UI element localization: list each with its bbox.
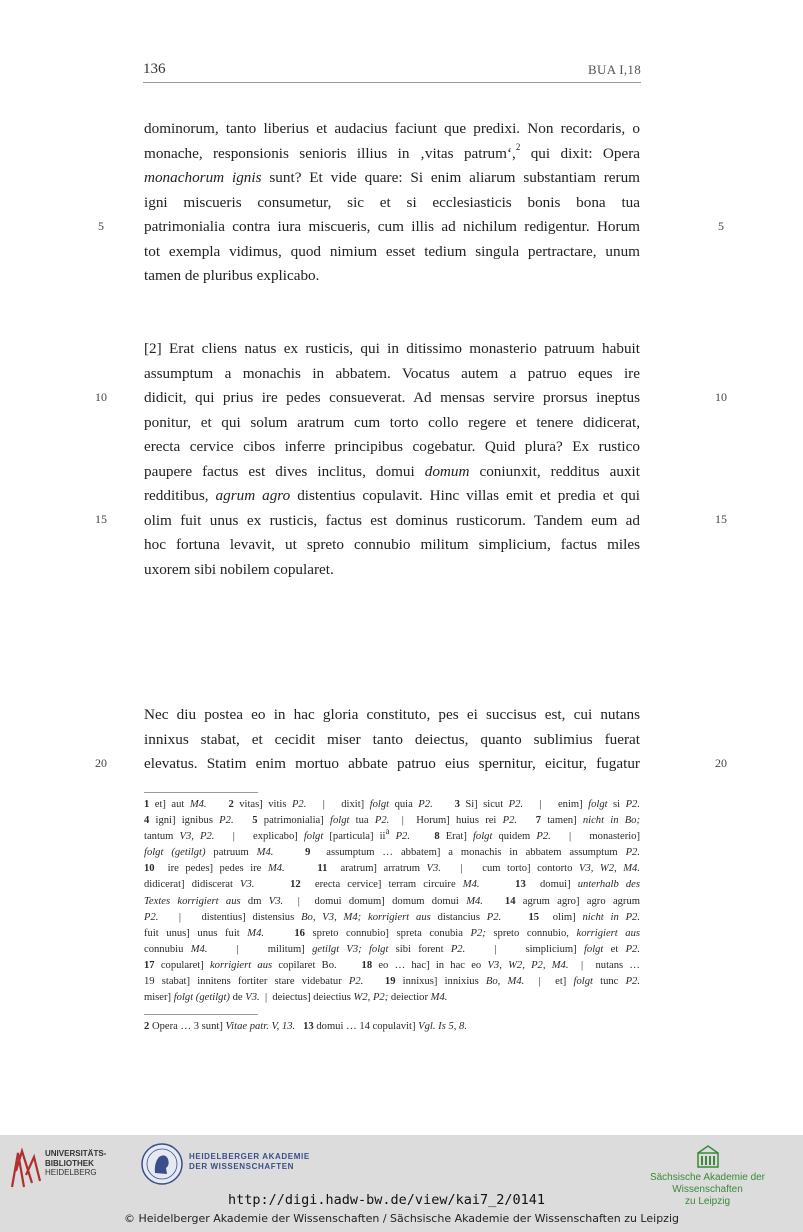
text-line: dominorum, tanto liberius et audacius faciunt que predixi. Non recordaris, o bbox=[144, 120, 640, 137]
text-line: hoc fortuna levavit, ut spreto connubio militum simplicium, factus miles bbox=[144, 536, 640, 553]
line-number-right: 15 bbox=[715, 512, 727, 526]
text-line: monachorum ignis sunt? Et vide quare: Si enim aliarum substantiam rerum bbox=[144, 169, 640, 186]
footnote-ref: 2 bbox=[515, 142, 521, 153]
text-line: didicit, qui prius ire pedes consueverat. Ad mensas servire prorsus ineptus bbox=[144, 389, 640, 406]
saw-building-icon bbox=[697, 1144, 719, 1168]
text-line: Nec diu postea eo in hac gloria constituto, pes ei succisus est, cui nutans bbox=[144, 706, 640, 723]
line-number-right: 10 bbox=[715, 390, 727, 404]
apparatus-line: tantum V3, P2. | explicabo] folgt [particula] $ii^a$ P2. 8 Erat] folgt quidem P2. | monasterio] bbox=[144, 825, 641, 843]
line-number-right: 20 bbox=[715, 756, 727, 770]
text-line: tamen de pluribus explicabo. bbox=[144, 267, 320, 284]
text-line: [2] Erat cliens natus ex rusticis, qui in ditissimo monasterio patruum habuit bbox=[144, 340, 640, 357]
line-number-left: 10 bbox=[95, 390, 107, 404]
page-url-link[interactable]: http://digi.hadw-bw.de/view/kai7_2/0141 bbox=[228, 1192, 545, 1208]
apparatus-rule bbox=[144, 792, 258, 793]
apparatus-line: folgt (getilgt) patruum M4. 9 assumptum … abbatem] a monachis in abbatem assumptum P2. bbox=[144, 847, 640, 859]
ub-label: UNIVERSITÄTS- BIBLIOTHEK HEIDELBERG bbox=[45, 1149, 107, 1177]
hadw-label: HEIDELBERGER AKADEMIE DER WISSENSCHAFTEN bbox=[189, 1152, 310, 1171]
text-line: redditibus, agrum agro distentius copulavit. Hinc villas emit et predia et qui bbox=[144, 487, 641, 504]
apparatus-line: connubiu M4. | militum] getilgt V3; folgt sibi forent P2. | simplicium] folgt et P2. bbox=[144, 943, 640, 955]
sources-rule bbox=[144, 1014, 258, 1015]
line-number-left: 15 bbox=[95, 512, 107, 526]
page-header bbox=[143, 60, 641, 83]
text-line: innixus stabat, et cecidit miser tanto deiectus, quanto sublimius fuerat bbox=[144, 730, 640, 748]
paragraph-2 bbox=[144, 337, 640, 582]
text-line: patrimonialia contra iura miscueris, cum illis ad nichilum redigentur. Horum bbox=[144, 218, 640, 235]
line-number-right: 5 bbox=[718, 219, 724, 233]
line-number-left: 5 bbox=[98, 219, 104, 233]
sources-note: 2 Opera … 3 sunt] Vitae patr. V, 13. 13 domui … 14 copulavit] Vgl. Is 5, 8. bbox=[144, 1021, 468, 1032]
apparatus-line: miser] folgt (getilgt) de V3. | deiectus] deiectius W2, P2; deiectior M4. bbox=[144, 992, 448, 1004]
text-line: igni miscueris consumetur, sic et si ecclesiasticis bonis bona tua bbox=[144, 193, 640, 211]
hadw-seal-icon bbox=[141, 1143, 183, 1185]
apparatus-line: P2. | distentius] distensius Bo, V3, M4; korrigiert aus distancius P2. 15 olim] nicht in P2. bbox=[144, 911, 640, 923]
text-line: assumptum a monachis in abbatem. Vocatus autem a patruo eques ire bbox=[144, 364, 640, 382]
text-line: uxorem sibi nobilem copularet. bbox=[144, 560, 334, 578]
text-line: elevatus. Statim enim mortuo abbate patruo eius spernitur, eicitur, fugatur bbox=[144, 755, 640, 772]
copyright-notice: © Heidelberger Akademie der Wissenschaften / Sächsische Akademie der Wissenschaften zu Leipzig bbox=[123, 1212, 679, 1225]
text-line: tot exempla vidimus, quod nimium esset tedium singula pertractare, unum bbox=[144, 242, 640, 260]
text-line: olim fuit unus ex rusticis, factus est dominus rusticorum. Tandem eum ad bbox=[144, 511, 640, 529]
text-line: erecta cervice cibos inferre principibus cogebatur. Quid plura? Ex rustico bbox=[144, 438, 640, 455]
paragraph-1 bbox=[144, 117, 640, 289]
apparatus-line: 17 copularet] korrigiert aus copilaret Bo. 18 eo … hac] in hac eo V3, W2, P2, M4. | nutans … bbox=[144, 959, 640, 971]
line-number-left: 20 bbox=[95, 756, 107, 770]
apparatus-line: fuit unus] unus fuit M4. 16 spreto connubio] spreta conubia P2; spreto connubio, korrigiert aus bbox=[144, 927, 641, 939]
apparatus-line: 1 et] aut M4. 2 vitas] vitis P2. | dixit] folgt quia P2. 3 Si] sicut P2. | enim] folgt si P2. bbox=[144, 799, 640, 810]
sources-apparatus bbox=[144, 1019, 640, 1035]
page-number: 136 bbox=[143, 61, 166, 77]
paragraph-3 bbox=[144, 703, 640, 777]
apparatus-line: 4 igni] ignibus P2. 5 patrimonialia] folgt tua P2. | Horum] huius rei P2. 7 tamen] nicht in Bo; bbox=[144, 815, 641, 827]
apparatus-line: Textes korrigiert aus dm V3. | domui domum] domum domui M4. 14 agrum agro] agro agrum bbox=[144, 895, 641, 907]
running-head: BUA I,18 bbox=[588, 62, 641, 77]
text-line: paupere factus est dives inclitus, domui domum coniunxit, redditus auxit bbox=[144, 462, 640, 480]
apparatus-line: 19 stabat] innitens fortiter stare videbatur P2. 19 innixus] innixius Bo, M4. | et] folgt tunc P2. bbox=[144, 976, 640, 988]
apparatus-line: 10 ire pedes] pedes ire M4. 11 aratrum] arratrum V3. | cum torto] contorto V3, W2, M4. bbox=[144, 863, 640, 875]
text-line: monache, responsionis senioris illius in ‚vitas patrum‘,$^2$ qui dixit: Opera bbox=[144, 142, 641, 162]
critical-apparatus bbox=[144, 797, 640, 1006]
apparatus-line: didicerat] didiscerat V3. 12 erecta cervice] terram circuire M4. 13 domui] unterhalb des bbox=[144, 879, 640, 891]
text-line: ponitur, et qui solum aratrum cum torto collo regere et tenere didicerat, bbox=[144, 413, 640, 431]
saw-label: Sächsische Akademie der Wissenschaften zu Leipzig bbox=[649, 1172, 766, 1207]
